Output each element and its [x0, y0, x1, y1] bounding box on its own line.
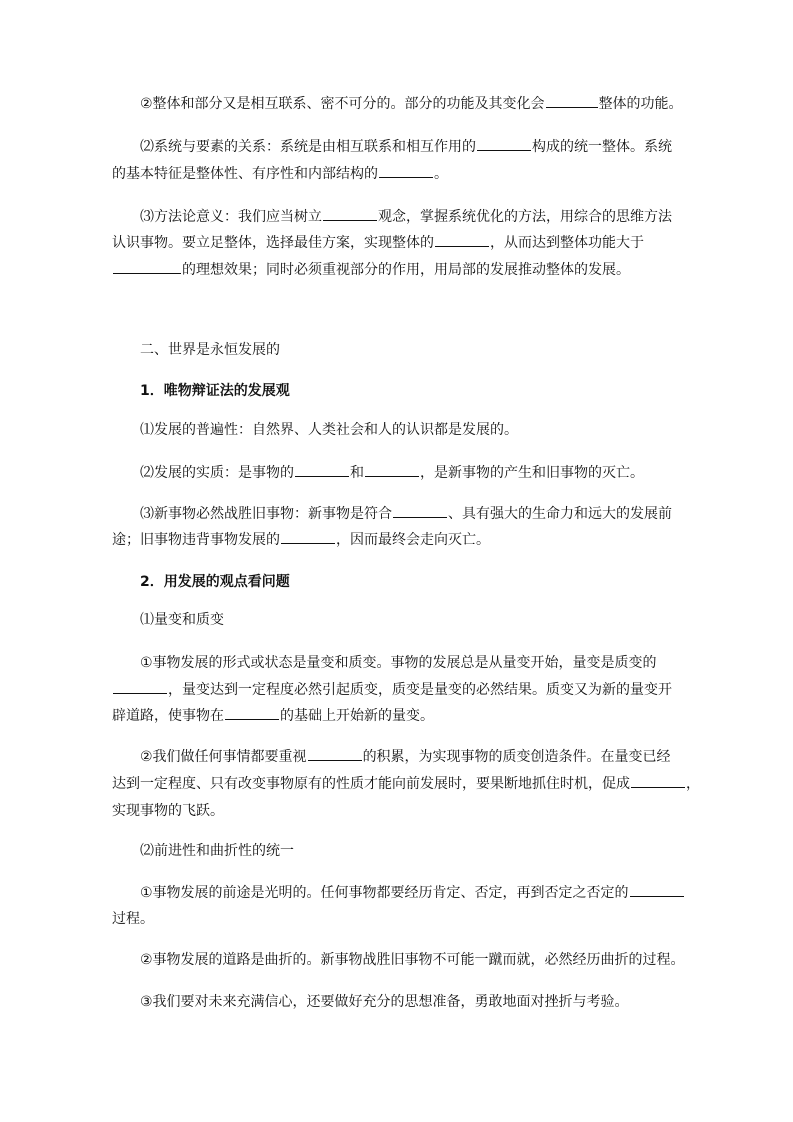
fill-blank[interactable]: [225, 707, 279, 720]
para-line: 认识事物。要立足整体，选择最佳方案，实现整体的 ，从而达到整体功能大于: [112, 235, 644, 251]
para-line: ③我们要对未来充满信心，还要做好充分的思想准备，勇敢地面对挫折与考验。: [140, 994, 629, 1010]
para-line: ②事物发展的道路是曲折的。新事物战胜旧事物不可能一蹴而就，必然经历曲折的过程。: [140, 952, 685, 968]
fill-blank[interactable]: [546, 95, 598, 108]
fill-blank[interactable]: [323, 208, 377, 221]
para-line: ①事物发展的前途是光明的。任何事物都要经历肯定、否定，再到否定之否定的: [112, 877, 720, 909]
para-line: ，量变达到一定程度必然引起质变，质变是量变的必然结果。质变又为新的量变开: [112, 674, 692, 706]
para-line: ①事物发展的形式或状态是量变和质变。事物的发展总是从量变开始，量变是质变的: [140, 655, 657, 671]
para-line: 过程。: [112, 911, 154, 927]
fill-blank[interactable]: [435, 234, 489, 247]
para-line: 达到一定程度、只有改变事物原有的性质才能向前发展时，要果断地抓住时机，促成 ，: [112, 776, 700, 792]
fill-blank[interactable]: [393, 505, 447, 518]
para-line: 辟道路，使事物在 的基础上开始新的量变。: [112, 708, 434, 724]
para-line: ⑶新事物必然战胜旧事物：新事物是符合 、具有强大的生命力和远大的发展前: [140, 506, 672, 522]
para-line: ②我们做任何事情都要重视 的积累，为实现事物的质变创造条件。在量变已经: [140, 749, 671, 765]
para-line: ⑶方法论意义：我们应当树立 观念，掌握系统优化的方法，用综合的思维方法: [140, 209, 672, 225]
fill-blank[interactable]: [365, 464, 419, 477]
fill-blank[interactable]: [308, 748, 362, 761]
subsection-heading: 1．唯物辩证法的发展观: [140, 383, 290, 399]
para-line: 的基本特征是整体性、有序性和内部结构的 。: [112, 166, 448, 182]
fill-blank[interactable]: [113, 681, 167, 694]
para-line: 的理想效果；同时必须重视部分的作用，用局部的发展推动整体的发展。: [112, 254, 692, 286]
fill-blank[interactable]: [630, 884, 684, 897]
fill-blank[interactable]: [477, 138, 531, 151]
para-line: ⑵系统与要素的关系：系统是由相互联系和相互作用的 构成的统一整体。系统: [140, 139, 672, 155]
fill-blank[interactable]: [281, 531, 335, 544]
subsection-heading: 2．用发展的观点看问题: [140, 574, 290, 590]
fill-blank[interactable]: [379, 165, 433, 178]
fill-blank[interactable]: [631, 775, 685, 788]
section-heading: 二、世界是永恒发展的: [140, 342, 280, 358]
para-line: 途；旧事物违背事物发展的 ，因而最终会走向灭亡。: [112, 532, 490, 548]
para-line: 实现事物的飞跃。: [112, 803, 224, 819]
para-line: ⑵前进性和曲折性的统一: [140, 843, 294, 859]
para-line: ⑵发展的实质：是事物的 和 ，是新事物的产生和旧事物的灭亡。: [140, 465, 644, 481]
para-line: ⑴量变和质变: [140, 612, 224, 628]
para-line: ②整体和部分又是相互联系、密不可分的。部分的功能及其变化会 整体的功能。: [140, 96, 683, 112]
para-line: ⑴发展的普遍性：自然界、人类社会和人的认识都是发展的。: [140, 422, 518, 438]
fill-blank[interactable]: [295, 464, 349, 477]
fill-blank[interactable]: [113, 261, 181, 274]
